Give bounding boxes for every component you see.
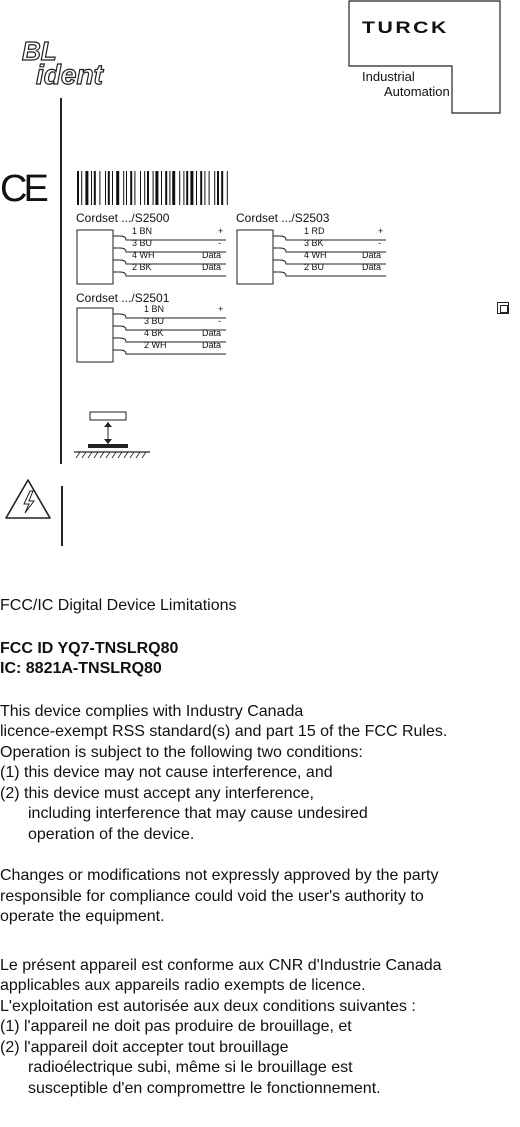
double-insulation-icon xyxy=(497,302,509,314)
pin-signal: + xyxy=(218,304,224,314)
text-line: radioélectrique subi, même si le brouillage est xyxy=(28,1059,353,1076)
cordset-title: Cordset .../S2500 xyxy=(76,211,170,225)
brand-tagline-1: Industrial xyxy=(362,69,415,84)
pin-signal: Data xyxy=(202,262,222,272)
pin-wire: 1 BN xyxy=(144,304,165,314)
bl-ident-logo xyxy=(14,36,154,88)
pin-signal: - xyxy=(218,238,221,248)
text-line: Le présent appareil est conforme aux CNR d'Industrie Canada xyxy=(0,956,442,974)
cordset-title: Cordset .../S2501 xyxy=(76,291,170,305)
cordset-title: Cordset .../S2503 xyxy=(236,211,330,225)
svg-text:BL: BL xyxy=(22,36,57,66)
pin-wire: 3 BK xyxy=(304,238,324,248)
pin-wire: 2 BK xyxy=(132,262,152,272)
pin-signal: Data xyxy=(202,250,222,260)
text-line: This device complies with Industry Canada xyxy=(0,702,304,720)
barcode xyxy=(77,171,273,205)
modifications-paragraph xyxy=(0,866,520,928)
sensing-distance-icon xyxy=(74,410,154,460)
pin-wire: 4 BK xyxy=(144,328,164,338)
text-line: responsible for compliance could void the user's authority to xyxy=(0,887,424,905)
fcc-heading: FCC/IC Digital Device Limitations xyxy=(0,597,237,614)
fcc-id: FCC ID YQ7-TNSLRQ80 xyxy=(0,639,179,657)
pin-wire: 4 WH xyxy=(132,250,155,260)
divider-line xyxy=(60,98,62,464)
text-line: licence-exempt RSS standard(s) and part 15 of the FCC Rules. xyxy=(0,723,448,740)
pin-wire: 3 BU xyxy=(132,238,153,248)
ic-id: IC: 8821A-TNSLRQ80 xyxy=(0,660,162,677)
pin-wire: 2 BU xyxy=(304,262,325,272)
pin-wire: 1 BN xyxy=(132,226,153,236)
pin-wire: 4 WH xyxy=(304,250,327,260)
pin-signal: - xyxy=(218,316,221,326)
turck-logo xyxy=(348,0,502,114)
cordset-wiring-diagram xyxy=(236,226,396,288)
pin-signal: - xyxy=(378,238,381,248)
pin-signal: + xyxy=(218,226,224,236)
cordset-wiring-diagram xyxy=(76,304,236,366)
text-line: Changes or modifications not expressly approved by the party xyxy=(0,867,439,884)
fcc-notice xyxy=(0,596,520,1099)
text-line: operation of the device. xyxy=(28,825,195,843)
text-line: applicables aux appareils radio exempts de licence. xyxy=(0,977,366,994)
text-line: (2) l'appareil doit accepter tout brouillage xyxy=(0,1038,289,1056)
pin-signal: Data xyxy=(202,340,222,350)
compliance-paragraph-en xyxy=(0,702,520,846)
pin-signal: Data xyxy=(362,250,382,260)
compliance-paragraph-fr xyxy=(0,956,520,1100)
text-line: operate the equipment. xyxy=(0,908,165,925)
pin-signal: Data xyxy=(362,262,382,272)
divider-line xyxy=(61,486,63,546)
pin-wire: 3 BU xyxy=(144,316,165,326)
pin-signal: Data xyxy=(202,328,222,338)
cordset-wiring-diagram xyxy=(76,226,236,288)
text-line: (1) l'appareil ne doit pas produire de brouillage, et xyxy=(0,1018,352,1035)
text-line: L'exploitation est autorisée aux deux conditions suivantes : xyxy=(0,997,416,1015)
text-line: Operation is subject to the following two conditions: xyxy=(0,743,363,761)
text-line: susceptible d'en compromettre le fonctionnement. xyxy=(28,1079,381,1097)
text-line: including interference that may cause undesired xyxy=(28,805,368,822)
brand-name: TURCK xyxy=(362,18,449,37)
text-line: (2) this device must accept any interference, xyxy=(0,784,314,802)
pin-wire: 1 RD xyxy=(304,226,325,236)
high-voltage-warning-icon xyxy=(4,478,52,520)
pin-signal: + xyxy=(378,226,384,236)
svg-text:ident: ident xyxy=(36,59,103,88)
device-ids xyxy=(0,639,520,680)
brand-tagline-2: Automation xyxy=(384,84,450,99)
ce-mark: CE xyxy=(0,168,45,210)
pin-wire: 2 WH xyxy=(144,340,167,350)
text-line: (1) this device may not cause interference, and xyxy=(0,764,333,781)
